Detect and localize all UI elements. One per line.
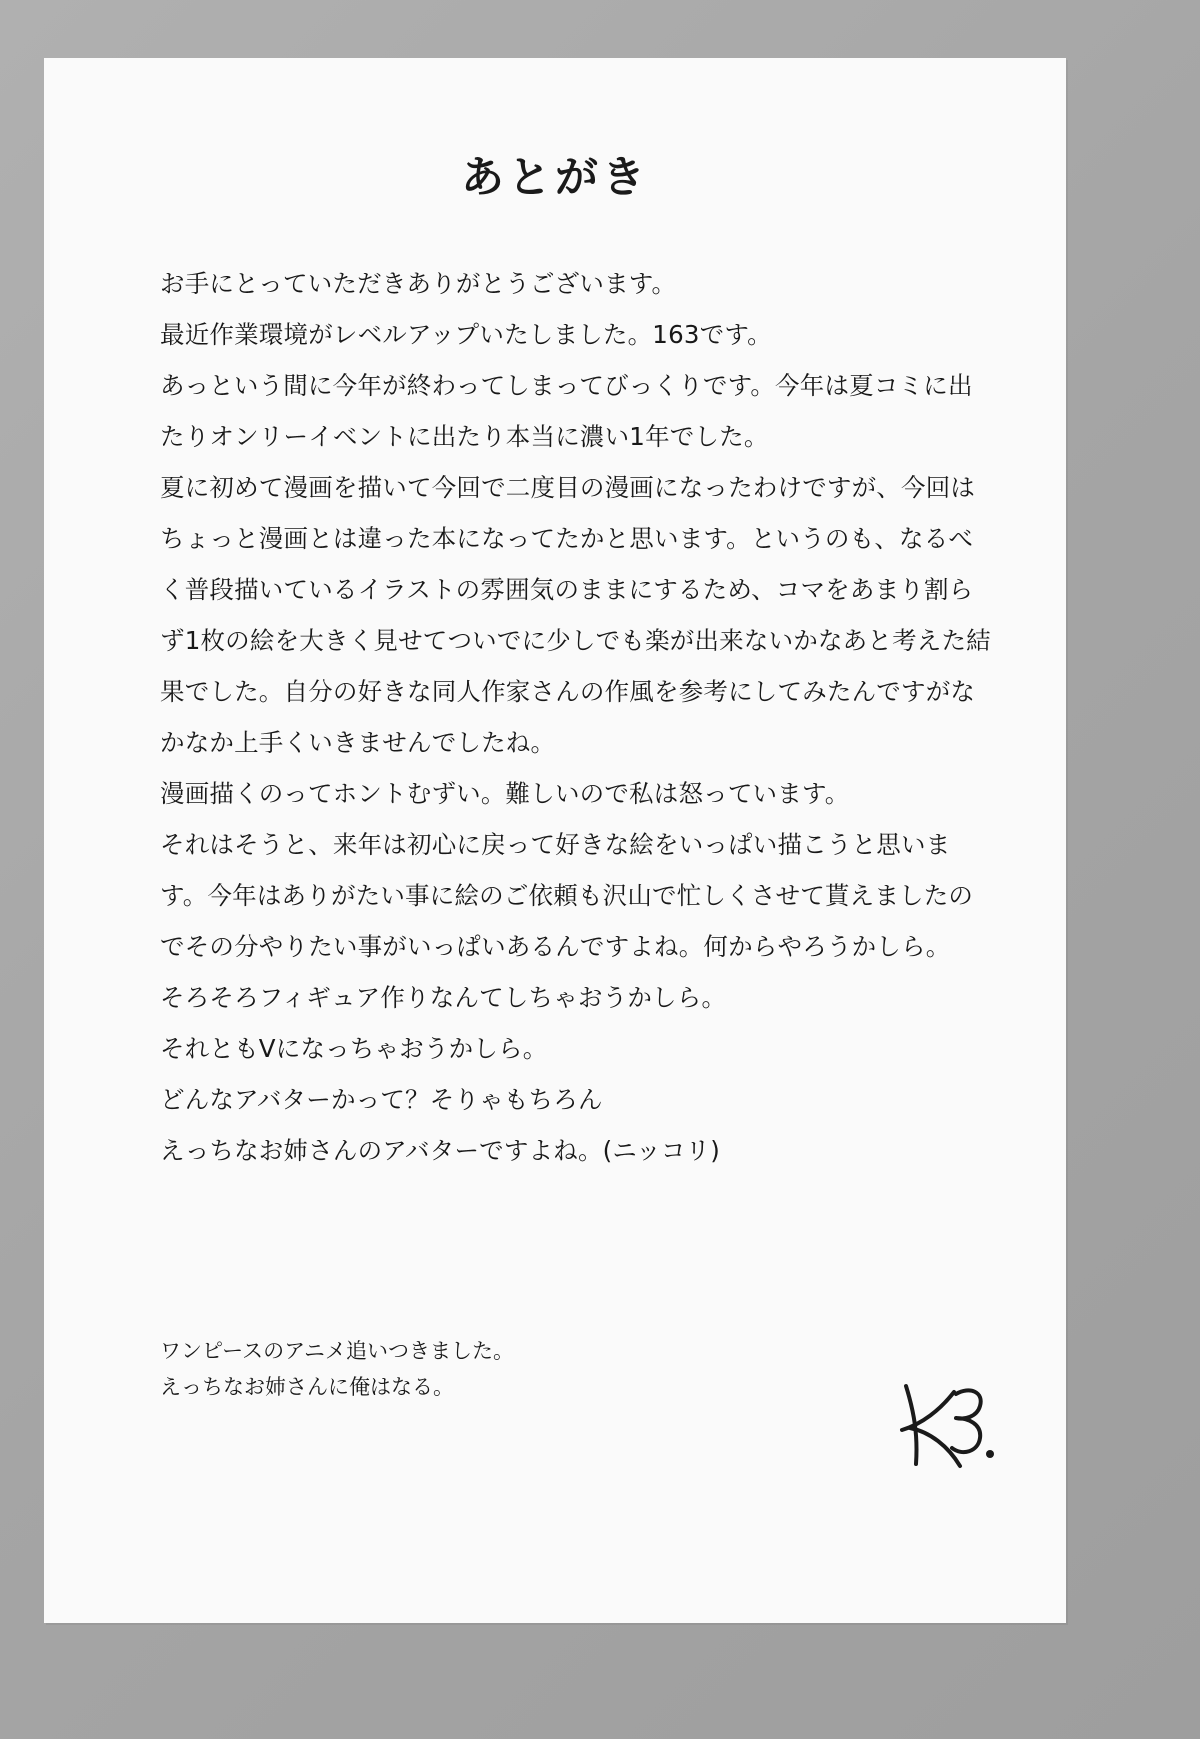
footer-line: えっちなお姉さんに俺はなる。 bbox=[160, 1375, 454, 1399]
body-line: ず1枚の絵を大きく見せてついでに少しでも楽が出来ないかなあと考えた結 bbox=[160, 626, 991, 655]
body-line: 漫画描くのってホントむずい。難しいので私は怒っています。 bbox=[160, 779, 850, 808]
signature-mark bbox=[844, 1368, 1014, 1488]
body-line: く普段描いているイラストの雰囲気のままにするため、コマをあまり割ら bbox=[160, 575, 974, 604]
page-title: あとがき bbox=[461, 153, 649, 203]
body-line: お手にとっていただきありがとうございます。 bbox=[160, 269, 677, 298]
body-line: ちょっと漫画とは違った本になってたかと思います。というのも、なるべ bbox=[160, 524, 974, 553]
body-line: えっちなお姉さんのアバターですよね。(ニッコリ) bbox=[160, 1136, 720, 1165]
body-line: かなか上手くいきませんでしたね。 bbox=[160, 728, 556, 757]
document-page bbox=[44, 58, 1066, 1623]
body-line: 夏に初めて漫画を描いて今回で二度目の漫画になったわけですが、今回は bbox=[160, 473, 976, 502]
body-line: 最近作業環境がレベルアップいたしました。163です。 bbox=[160, 320, 772, 349]
afterword-body bbox=[160, 258, 1000, 1176]
body-line: す。今年はありがたい事に絵のご依頼も沢山で忙しくさせて貰えましたの bbox=[160, 881, 974, 910]
body-line: それはそうと、来年は初心に戻って好きな絵をいっぱい描こうと思いま bbox=[160, 830, 951, 859]
body-line: どんなアバターかって？そりゃもちろん bbox=[160, 1085, 603, 1114]
body-line: でその分やりたい事がいっぱいあるんですよね。何からやろうかしら。 bbox=[160, 932, 951, 961]
body-line: 果でした。自分の好きな同人作家さんの作風を参考にしてみたんですがな bbox=[160, 677, 976, 706]
body-line: そろそろフィギュア作りなんてしちゃおうかしら。 bbox=[160, 983, 727, 1012]
body-line: たりオンリーイベントに出たり本当に濃い1年でした。 bbox=[160, 422, 769, 451]
footer-line: ワンピースのアニメ追いつきました。 bbox=[160, 1339, 515, 1363]
body-line: それともVになっちゃおうかしら。 bbox=[160, 1034, 548, 1063]
body-line: あっという間に今年が終わってしまってびっくりです。今年は夏コミに出 bbox=[160, 371, 973, 400]
afterword-footer bbox=[160, 1333, 860, 1405]
